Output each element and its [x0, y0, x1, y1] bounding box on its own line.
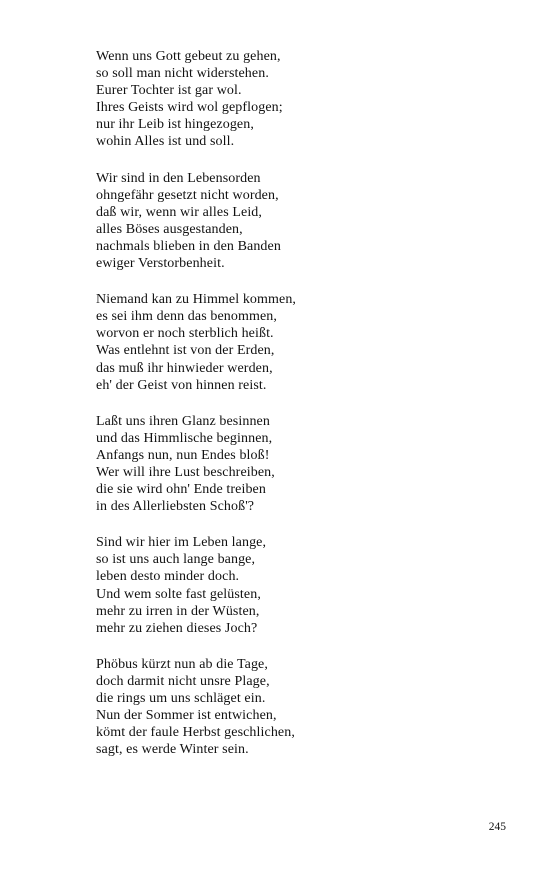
poem-line: sagt, es werde Winter sein.	[96, 742, 249, 758]
poem-line: nur ihr Leib ist hingezogen,	[96, 117, 254, 133]
stanza-1	[96, 48, 516, 151]
poem-line: eh' der Geist von hinnen reist.	[96, 377, 267, 393]
poem-line: mehr zu irren in der Wüsten,	[96, 603, 260, 619]
stanza-5	[96, 534, 516, 637]
poem-line: das muß ihr hinwieder werden,	[96, 360, 273, 376]
poem-line: die rings um uns schläget ein.	[96, 691, 266, 706]
poem-line: Was entlehnt ist von der Erden,	[96, 343, 275, 359]
poem	[96, 48, 516, 777]
poem-line: alles Böses ausgestanden,	[96, 221, 243, 237]
poem-line: worvon er noch sterblich heißt.	[96, 326, 274, 342]
poem-line: leben desto minder doch.	[96, 569, 240, 585]
stanza-4	[96, 413, 516, 516]
poem-line: daß wir, wenn wir alles Leid,	[96, 204, 263, 220]
poem-line: Anfangs nun, nun Endes bloß!	[96, 447, 270, 463]
poem-line: ohngefähr gesetzt nicht worden,	[96, 187, 279, 203]
poem-line: Und wem solte fast gelüsten,	[96, 586, 261, 602]
poem-line: Wir sind in den Lebensorden	[96, 170, 261, 186]
poem-line: in des Allerliebsten Schoß'?	[96, 499, 255, 515]
poem-line: es sei ihm denn das benommen,	[96, 309, 277, 325]
stanza-6	[96, 656, 516, 759]
poem-line: die sie wird ohn' Ende treiben	[96, 482, 266, 498]
poem-line: und das Himmlische beginnen,	[96, 430, 273, 446]
poem-line: Wenn uns Gott gebeut zu gehen,	[96, 49, 281, 64]
poem-line: Ihres Geists wird wol gepflogen;	[96, 100, 283, 116]
stanza-3	[96, 291, 516, 394]
poem-line: Laßt uns ihren Glanz besinnen	[96, 413, 270, 429]
poem-line: wohin Alles ist und soll.	[96, 134, 235, 150]
stanza-2	[96, 170, 516, 273]
poem-line: nachmals blieben in den Banden	[96, 238, 281, 254]
page-number: 245	[488, 821, 506, 833]
poem-line: Wer will ihre Lust beschreiben,	[96, 464, 275, 480]
poem-line: Phöbus kürzt nun ab die Tage,	[96, 656, 268, 672]
poem-line: so soll man nicht widerstehen.	[96, 66, 269, 82]
poem-line: kömt der faule Herbst geschlichen,	[96, 725, 295, 741]
poem-line: Eurer Tochter ist gar wol.	[96, 83, 242, 99]
poem-line: doch darmit nicht unsre Plage,	[96, 673, 270, 689]
poem-line: Nun der Sommer ist entwichen,	[96, 708, 277, 724]
poem-line: Sind wir hier im Leben lange,	[96, 535, 267, 551]
poem-line: so ist uns auch lange bange,	[96, 552, 256, 568]
poem-line: ewiger Verstorbenheit.	[96, 256, 225, 272]
poem-line: mehr zu ziehen dieses Joch?	[96, 620, 258, 636]
poem-line: Niemand kan zu Himmel kommen,	[96, 292, 297, 308]
